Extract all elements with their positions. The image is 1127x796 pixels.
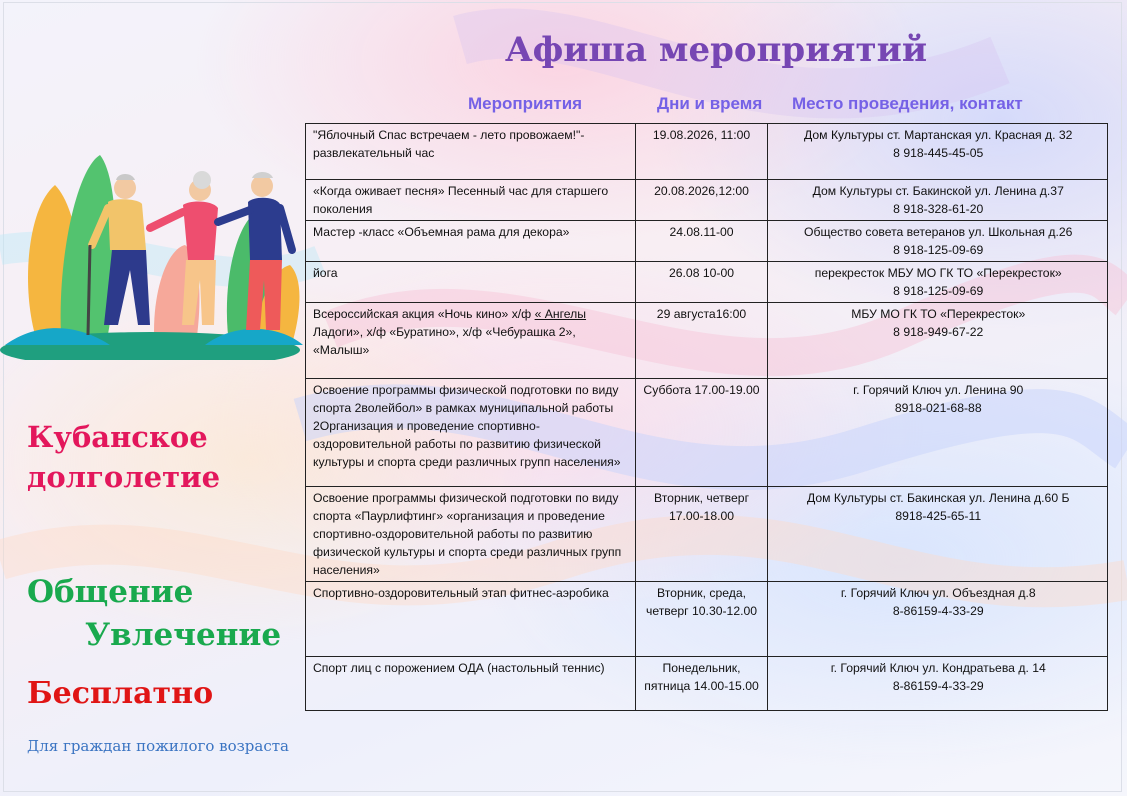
place-phone: 8 918-125-09-69 bbox=[893, 243, 984, 257]
time-cell: Суббота 17.00-19.00 bbox=[635, 379, 768, 487]
event-text: Ладоги», х/ф «Буратино», х/ф «Чебурашка 2», «Малыш» bbox=[313, 325, 576, 357]
slogan-hobby: Увлечение bbox=[85, 617, 282, 653]
time-cell: 29 августа16:00 bbox=[635, 303, 768, 379]
place-cell bbox=[768, 657, 1108, 711]
time-cell: 24.08.11-00 bbox=[635, 221, 768, 262]
slogan-free: Бесплатно bbox=[27, 676, 214, 711]
column-header-events: Мероприятия bbox=[468, 94, 583, 113]
place-phone: 8 918-949-67-22 bbox=[893, 325, 984, 339]
time-cell: Понедельник, пятница 14.00-15.00 bbox=[635, 657, 768, 711]
place-address: г. Горячий Ключ ул. Ленина 90 bbox=[853, 383, 1024, 397]
time-cell: Вторник, четверг 17.00-18.00 bbox=[635, 487, 768, 582]
elderly-people-walking-illustration bbox=[0, 150, 305, 360]
place-phone: 8-86159-4-33-29 bbox=[892, 679, 984, 693]
table-row bbox=[306, 657, 1108, 711]
time-cell: Вторник, среда, четверг 10.30-12.00 bbox=[635, 582, 768, 657]
table-row bbox=[306, 180, 1108, 221]
event-cell: Освоение программы физической подготовки по виду спорта «Паурлифтинг» «организация и проведение спортивно-оздоровительной работы по развитию физической культуры и спорта среди различных групп населения» bbox=[306, 487, 636, 582]
place-address: г. Горячий Ключ ул. Объездная д.8 bbox=[840, 586, 1036, 600]
place-address: Общество совета ветеранов ул. Школьная д.26 bbox=[804, 225, 1073, 239]
column-header-time: Дни и время bbox=[657, 94, 763, 113]
event-cell: Мастер -класс «Объемная рама для декора» bbox=[306, 221, 636, 262]
column-header-place: Место проведения, контакт bbox=[792, 94, 1023, 113]
event-cell: йога bbox=[306, 262, 636, 303]
event-cell: Спорт лиц с порожением ОДА (настольный теннис) bbox=[306, 657, 636, 711]
place-cell bbox=[768, 303, 1108, 379]
table-row bbox=[306, 303, 1108, 379]
place-address: Дом Культуры ст. Бакинской ул. Ленина д.37 bbox=[812, 184, 1064, 198]
audience-note: Для граждан пожилого возраста bbox=[27, 737, 289, 755]
event-cell: "Яблочный Спас встречаем - лето провожаем!"- развлекательный час bbox=[306, 124, 636, 180]
time-cell: 19.08.2026, 11:00 bbox=[635, 124, 768, 180]
place-cell bbox=[768, 487, 1108, 582]
place-cell bbox=[768, 180, 1108, 221]
place-address: Дом Культуры ст. Мартанская ул. Красная д. 32 bbox=[804, 128, 1073, 142]
place-address: Дом Культуры ст. Бакинская ул. Ленина д.60 Б bbox=[806, 491, 1070, 505]
event-cell: Спортивно-оздоровительный этап фитнес-аэробика bbox=[306, 582, 636, 657]
slogan-communication: Общение bbox=[27, 574, 194, 610]
place-phone: 8 918-328-61-20 bbox=[893, 202, 984, 216]
place-cell bbox=[768, 379, 1108, 487]
event-cell: Освоение программы физической подготовки по виду спорта 2волейбол» в рамках муниципальной работы 2Организация и проведение спортивно-оздоровительной работы по развитию физической культуры и спорта среди различных групп населения» bbox=[306, 379, 636, 487]
table-row bbox=[306, 221, 1108, 262]
table-row bbox=[306, 487, 1108, 582]
slogan-kuban: Кубанское bbox=[27, 420, 208, 454]
event-cell: «Когда оживает песня» Песенный час для старшего поколения bbox=[306, 180, 636, 221]
table-row bbox=[306, 379, 1108, 487]
event-link[interactable]: « Ангелы bbox=[534, 307, 587, 321]
place-cell bbox=[768, 124, 1108, 180]
slogan-longevity: долголетие bbox=[27, 460, 221, 494]
time-cell: 20.08.2026,12:00 bbox=[635, 180, 768, 221]
event-text: Всероссийская акция «Ночь кино» х/ф bbox=[313, 307, 535, 321]
place-address: г. Горячий Ключ ул. Кондратьева д. 14 bbox=[830, 661, 1046, 675]
place-cell bbox=[768, 582, 1108, 657]
place-cell bbox=[768, 221, 1108, 262]
place-phone: 8918-425-65-11 bbox=[895, 509, 982, 523]
time-cell: 26.08 10-00 bbox=[635, 262, 768, 303]
table-row bbox=[306, 262, 1108, 303]
place-phone: 8-86159-4-33-29 bbox=[892, 604, 984, 618]
place-address: МБУ МО ГК ТО «Перекресток» bbox=[851, 307, 1026, 321]
events-table bbox=[305, 123, 1108, 711]
table-row bbox=[306, 582, 1108, 657]
place-address: перекресток МБУ МО ГК ТО «Перекресток» bbox=[814, 266, 1062, 280]
place-phone: 8 918-445-45-05 bbox=[893, 146, 984, 160]
page-title: Афиша мероприятий bbox=[504, 30, 928, 70]
table-row bbox=[306, 124, 1108, 180]
event-cell bbox=[306, 303, 636, 379]
place-phone: 8918-021-68-88 bbox=[894, 401, 982, 415]
place-phone: 8 918-125-09-69 bbox=[893, 284, 984, 298]
place-cell bbox=[768, 262, 1108, 303]
